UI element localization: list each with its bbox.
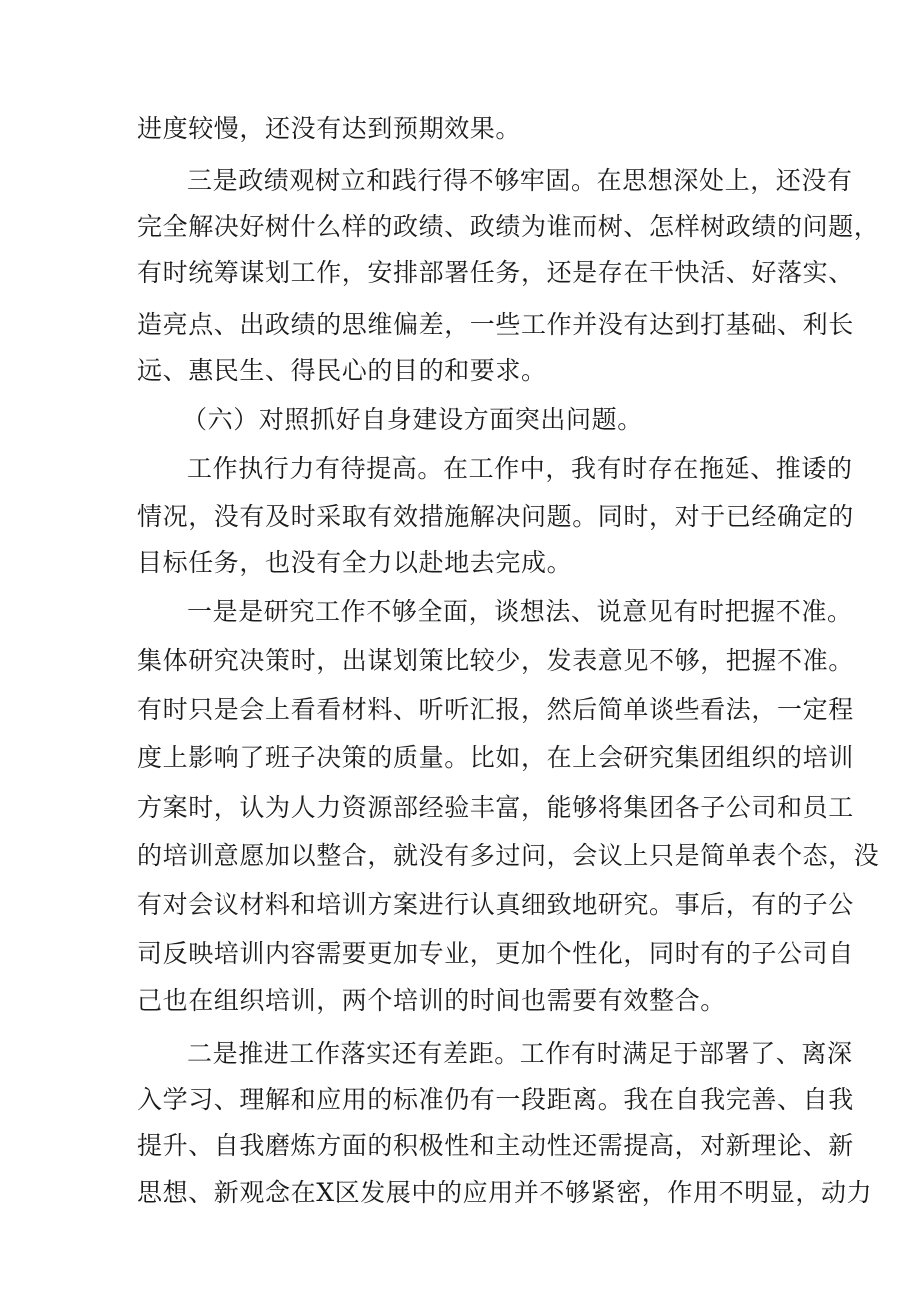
text-line: 思想、新观念在X区发展中的应用并不够紧密，作用不明显，动力 xyxy=(137,1178,873,1207)
paragraph-first-line: 三是政绩观树立和践行得不够牢固。在思想深处上，还没有 xyxy=(187,166,853,195)
text-line: 目标任务，也没有全力以赴地去完成。 xyxy=(137,548,573,577)
text-line: 的培训意愿加以整合，就没有多过问，会议上只是简单表个态，没 xyxy=(137,841,880,870)
text-line: 造亮点、出政绩的思维偏差，一些工作并没有达到打基础、利长 xyxy=(137,310,854,339)
section-heading: （六）对照抓好自身建设方面突出问题。 xyxy=(182,405,643,434)
text-line: 远、惠民生、得民心的目的和要求。 xyxy=(137,356,547,385)
text-line: 入学习、理解和应用的标准仍有一段距离。我在自我完善、自我 xyxy=(137,1085,854,1114)
text-line: 情况，没有及时采取有效措施解决问题。同时，对于已经确定的 xyxy=(137,502,854,531)
text-line: 度上影响了班子决策的质量。比如，在上会研究集团组织的培训 xyxy=(137,743,854,772)
text-line: 有时统筹谋划工作，安排部署任务，还是存在干快活、好落实、 xyxy=(137,258,854,287)
paragraph-first-line: 一是是研究工作不够全面，谈想法、说意见有时把握不准。 xyxy=(187,597,853,626)
text-line: 有时只是会上看看材料、听听汇报，然后简单谈些看法，一定程 xyxy=(137,695,854,724)
text-line: 集体研究决策时，出谋划策比较少，发表意见不够，把握不准。 xyxy=(137,646,854,675)
paragraph-first-line: 工作执行力有待提高。在工作中，我有时存在拖延、推诿的 xyxy=(187,454,853,483)
text-line: 己也在组织培训，两个培训的时间也需要有效整合。 xyxy=(137,986,726,1015)
text-line: 提升、自我磨炼方面的积极性和主动性还需提高，对新理论、新 xyxy=(137,1131,854,1160)
text-line: 有对会议材料和培训方案进行认真细致地研究。事后，有的子公 xyxy=(137,890,854,919)
paragraph-first-line: 二是推进工作落实还有差距。工作有时满足于部署了、离深 xyxy=(187,1039,853,1068)
text-line: 方案时，认为人力资源部经验丰富，能够将集团各子公司和员工 xyxy=(137,793,854,822)
text-line: 进度较慢，还没有达到预期效果。 xyxy=(137,114,522,143)
text-line: 司反映培训内容需要更加专业，更加个性化，同时有的子公司自 xyxy=(137,939,854,968)
text-line: 完全解决好树什么样的政绩、政绩为谁而树、怎样树政绩的问题， xyxy=(137,212,880,241)
